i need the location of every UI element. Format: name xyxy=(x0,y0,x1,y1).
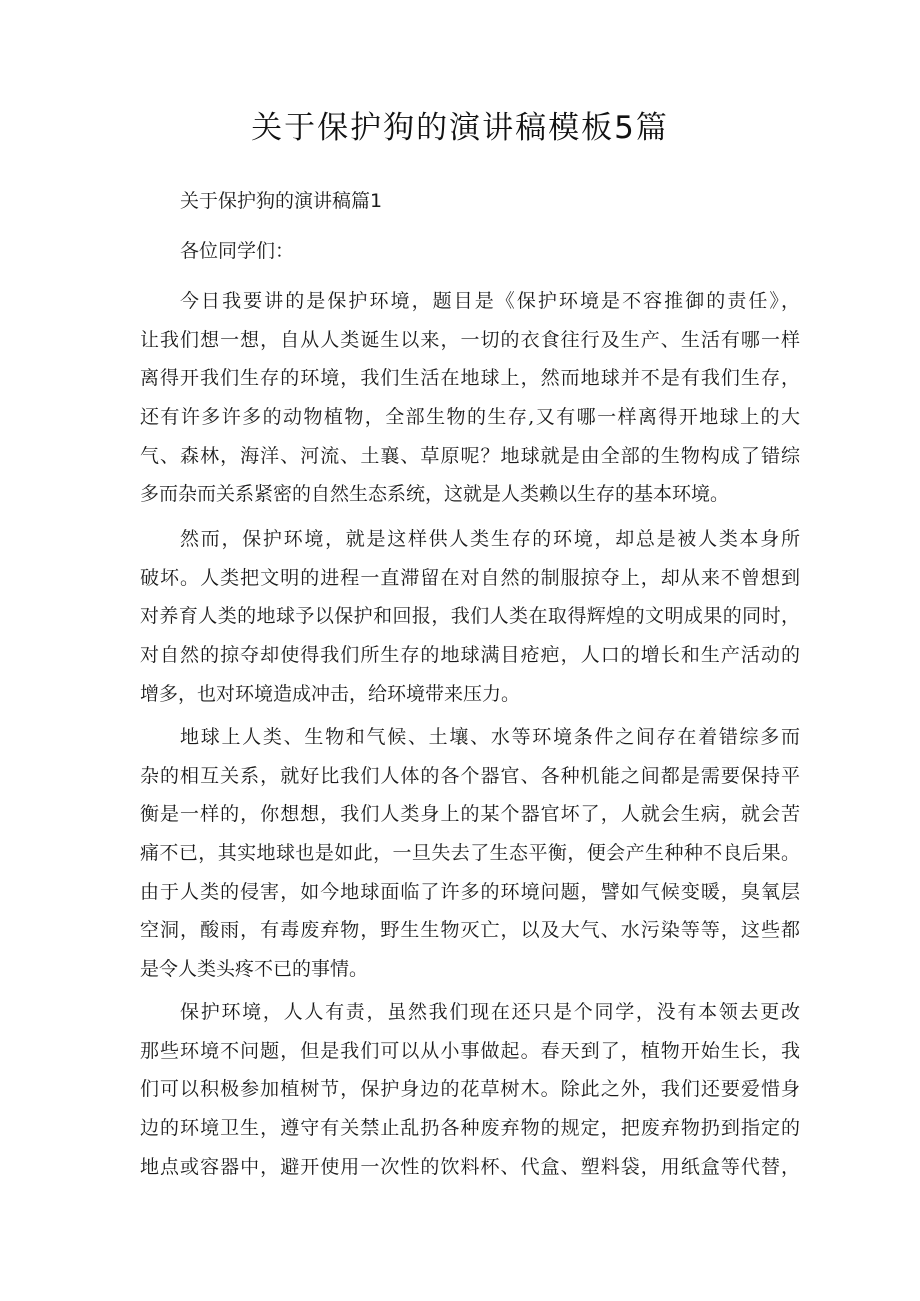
greeting: 各位同学们： xyxy=(180,240,295,262)
paragraph-text xyxy=(140,993,800,1186)
paragraph-text xyxy=(140,520,800,713)
section-title: 关于保护狗的演讲稿篇1 xyxy=(180,190,383,212)
text-line: 地点或容器中，避开使用一次性的饮料杯、代盒、塑料袋，用纸盒等代替， xyxy=(140,1155,800,1178)
text-line: 空洞，酸雨，有毒废弃物，野生生物灭亡，以及大气、水污染等等，这些都 xyxy=(140,919,800,942)
document-title: 关于保护狗的演讲稿模板5篇 xyxy=(251,110,669,146)
paragraph-4 xyxy=(140,993,800,1186)
text-line: 衡是一样的，你想想，我们人类身上的某个器官坏了，人就会生病，就会苦 xyxy=(140,803,800,826)
text-line: 们可以积极参加植树节，保护身边的花草树木。除此之外，我们还要爱惜身 xyxy=(140,1078,800,1101)
text-line: 破坏。人类把文明的进程一直滞留在对自然的制服掠夺上，却从来不曾想到 xyxy=(140,566,800,589)
text-line: 由于人类的侵害，如今地球面临了许多的环境问题，譬如气候变暖，臭氧层 xyxy=(140,880,800,903)
text-line: 让我们想一想，自从人类诞生以来，一切的衣食往行及生产、生活有哪一样 xyxy=(140,328,800,351)
paragraph-text xyxy=(140,718,800,989)
text-line: 是令人类头疼不已的事情。 xyxy=(140,958,369,981)
text-line: 还有许多许多的动物植物，全部生物的生存,又有哪一样离得开地球上的大 xyxy=(140,406,800,429)
text-line: 多而杂而关系紧密的自然生态系统，这就是人类赖以生存的基本环境。 xyxy=(140,483,730,506)
text-line: 对自然的掠夺却使得我们所生存的地球满目疮疤，人口的增长和生产活动的 xyxy=(140,644,800,667)
text-line: 然而，保护环境，就是这样供人类生存的环境，却总是被人类本身所 xyxy=(180,528,800,550)
text-line: 离得开我们生存的环境，我们生活在地球上，然而地球并不是有我们生存， xyxy=(140,367,800,390)
text-line: 对养育人类的地球予以保护和回报，我们人类在取得辉煌的文明成果的同时， xyxy=(140,605,800,628)
paragraph-text xyxy=(140,282,800,514)
text-line: 地球上人类、生物和气候、土壤、水等环境条件之间存在着错综多而 xyxy=(180,726,800,748)
text-line: 气、森林，海洋、河流、土襄、草原呢？地球就是由全部的生物构成了错综 xyxy=(140,444,800,467)
paragraph-3 xyxy=(140,718,800,989)
text-line: 今日我要讲的是保护环境，题目是《保护环境是不容推御的责任》， xyxy=(180,290,800,312)
text-line: 痛不已，其实地球也是如此，一旦失去了生态平衡，便会产生种种不良后果。 xyxy=(140,842,800,865)
text-line: 增多，也对环境造成冲击，给环境带来压力。 xyxy=(140,682,521,705)
paragraph-2 xyxy=(140,520,800,713)
text-line: 保护环境，人人有责，虽然我们现在还只是个同学，没有本领去更改 xyxy=(180,1001,800,1023)
paragraph-1 xyxy=(140,282,800,514)
text-line: 杂的相互关系，就好比我们人体的各个器官、各种机能之间都是需要保持平 xyxy=(140,764,800,787)
text-line: 那些环境不问题，但是我们可以从小事做起。春天到了，植物开始生长，我 xyxy=(140,1039,800,1062)
text-line: 边的环境卫生，遵守有关禁止乱扔各种废弃物的规定，把废弃物扔到指定的 xyxy=(140,1117,800,1140)
